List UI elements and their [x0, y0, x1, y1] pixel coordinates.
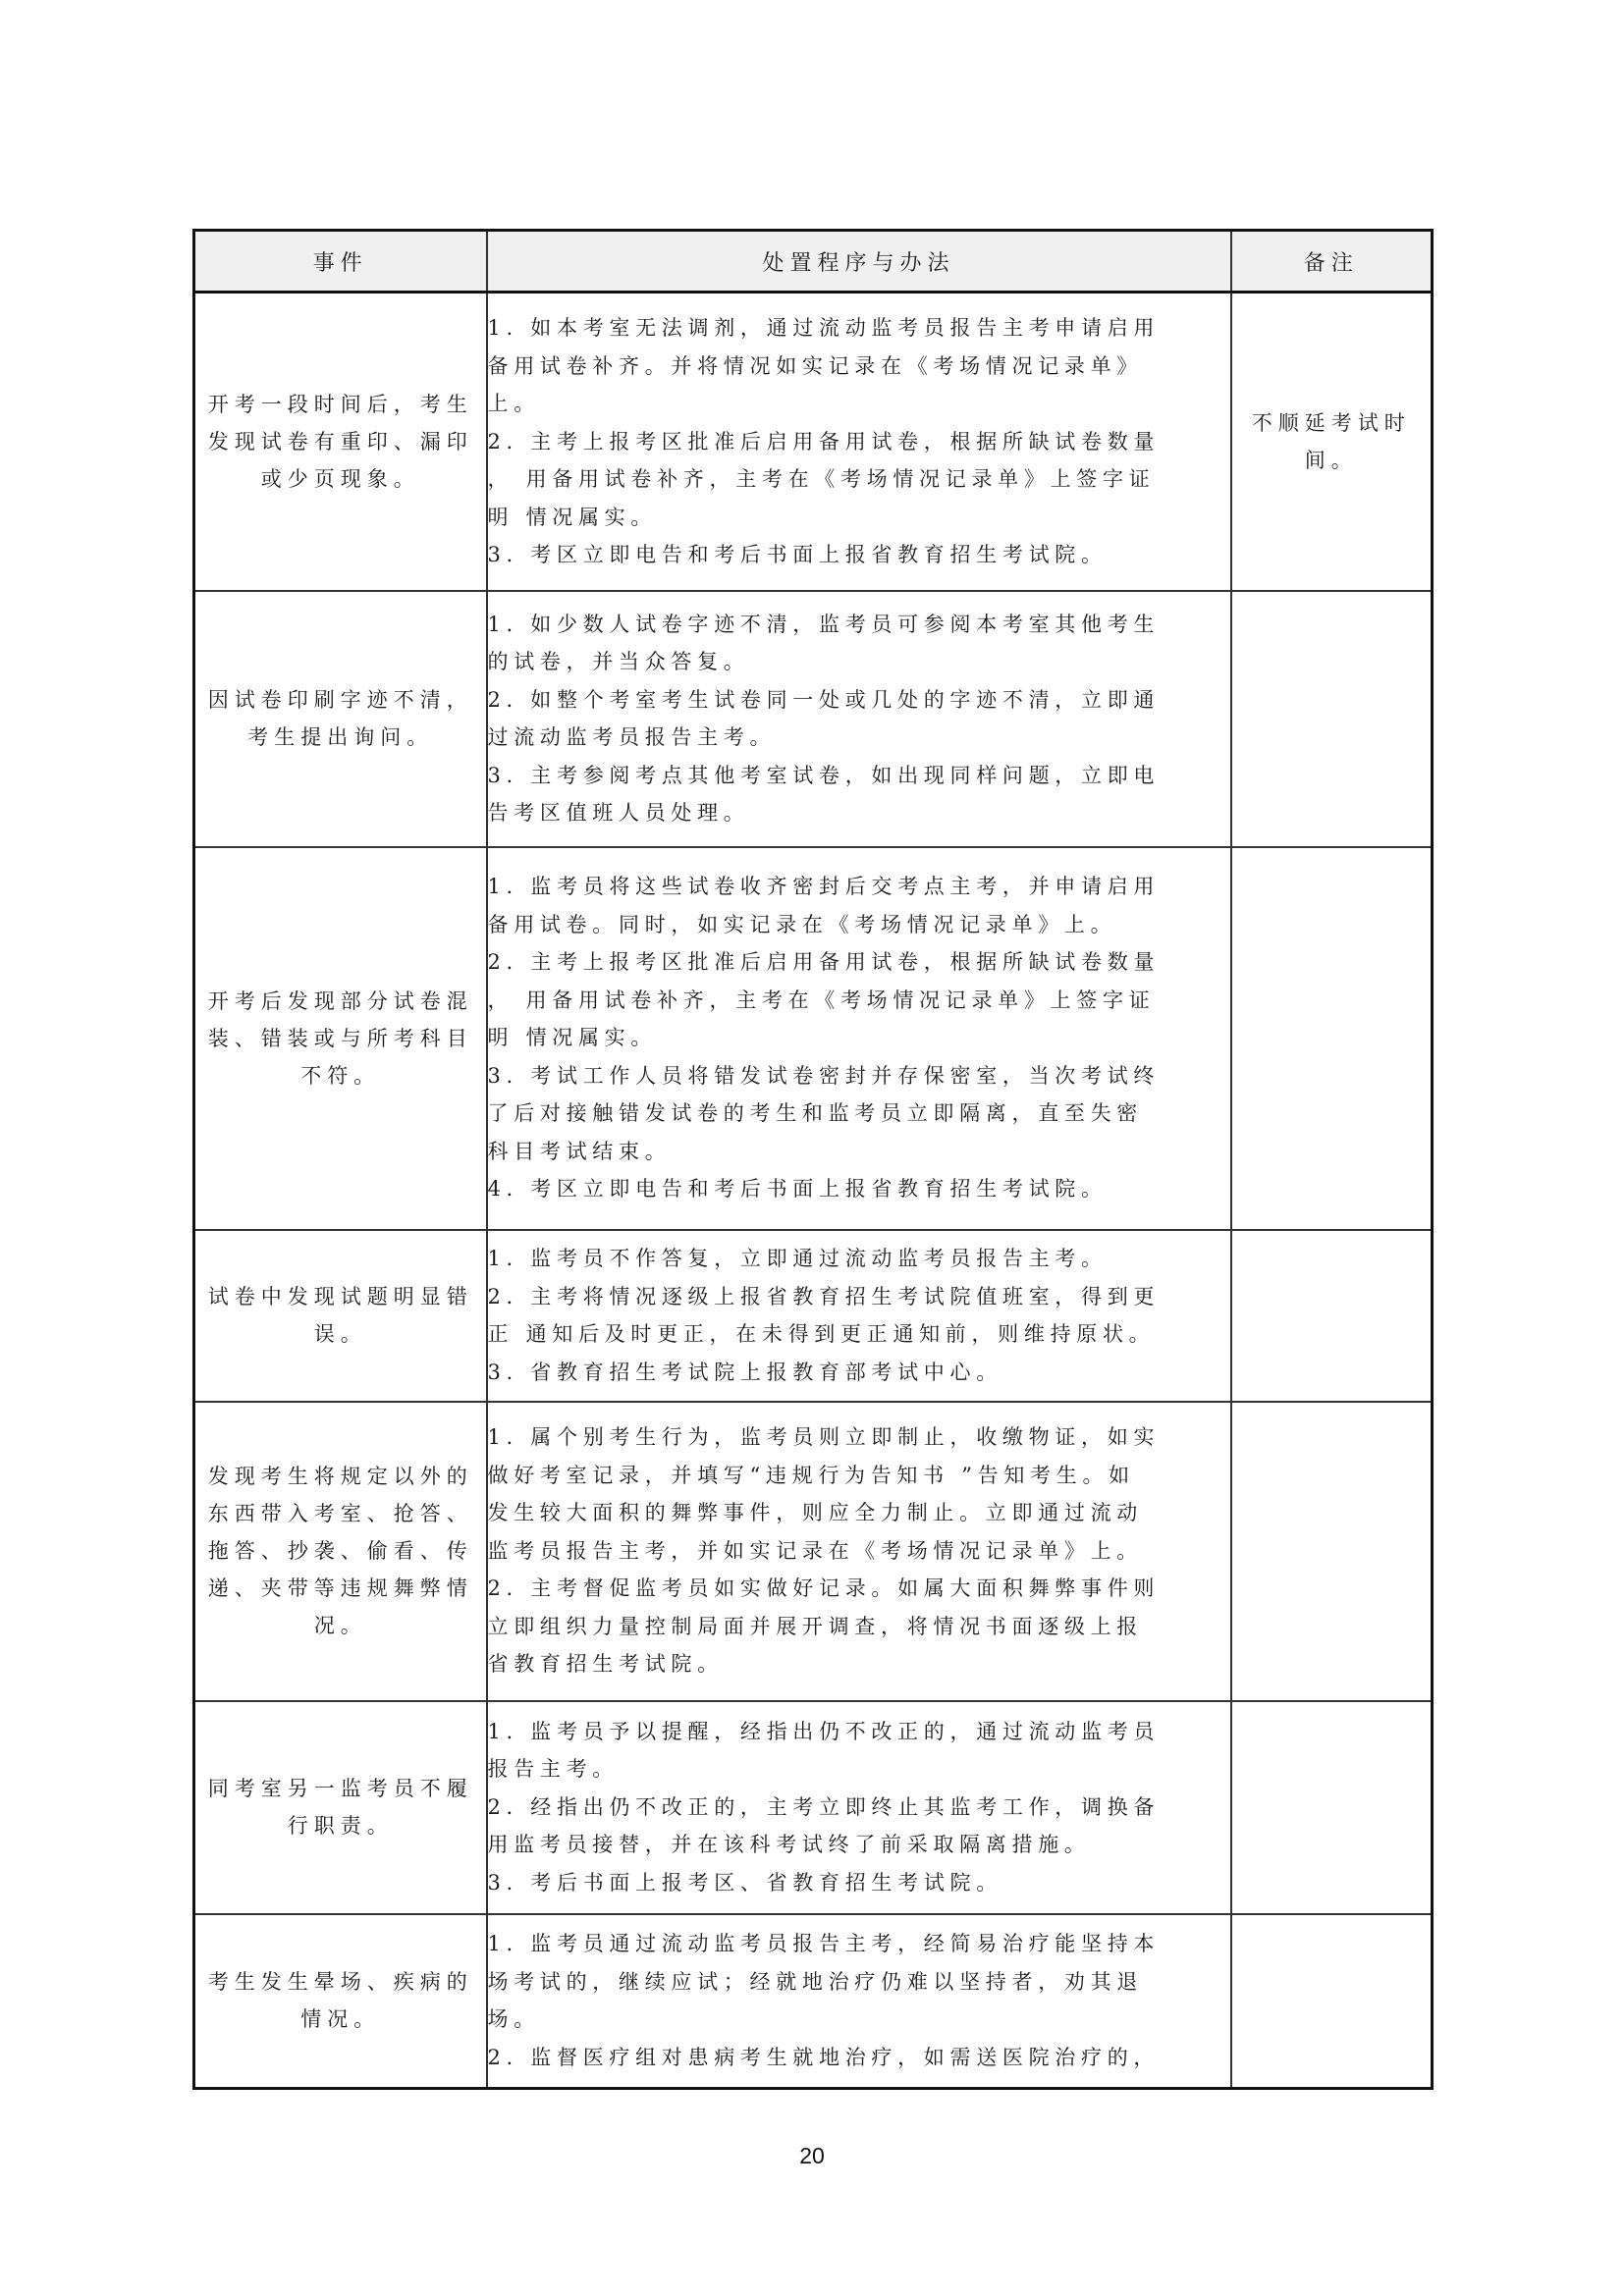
- table-row: [194, 1914, 1433, 2089]
- procedure-line: 省教育招生考试院。: [487, 1652, 724, 1677]
- procedure-line: 1. 监考员不作答复，立即通过流动监考员报告主考。: [487, 1247, 1108, 1270]
- procedure-line: 2. 经指出仍不改正的，主考立即终止其监考工作，调换备: [487, 1794, 1161, 1819]
- page-number: 20: [799, 2143, 825, 2168]
- event-cell: 开考一段时间后，考生发现试卷有重印、漏印或少页现象。: [194, 293, 487, 591]
- procedure-line: 1. 如本考室无法调剂，通过流动监考员报告主考申请启用: [487, 316, 1161, 340]
- procedure-line: 备用试卷补齐。并将情况如实记录在《考场情况记录单》: [487, 353, 1143, 378]
- event-cell: 开考后发现部分试卷混装、错装或与所考科目不符。: [194, 847, 487, 1230]
- table-row: [194, 1230, 1433, 1402]
- table-row: [194, 1701, 1433, 1914]
- procedure-line: 场。: [487, 2007, 540, 2032]
- procedure-line: 3. 主考参阅考点其他考室试卷，如出现同样问题，立即电: [487, 763, 1161, 787]
- table-row: [194, 591, 1433, 847]
- procedure-line: 3. 考区立即电告和考后书面上报省教育招生考试院。: [487, 543, 1108, 566]
- procedure-cell: [487, 1230, 1231, 1402]
- procedure-line: 科目考试结束。: [487, 1139, 672, 1163]
- table-header-row: [194, 231, 1433, 293]
- event-cell: 同考室另一监考员不履行职责。: [194, 1701, 487, 1914]
- note-cell: 不顺延考试时间。: [1231, 293, 1433, 591]
- procedure-line: 3. 考后书面上报考区、省教育招生考试院。: [487, 1870, 1002, 1895]
- procedure-line: 用监考员接替，并在该科考试终了前采取隔离措施。: [487, 1833, 1091, 1857]
- procedure-line: 做好考室记录，并填写“违规行为告知书 ”告知考生。如: [487, 1463, 1135, 1487]
- procedure-line: 2. 主考上报考区批准后启用备用试卷，根据所缺试卷数量: [487, 950, 1161, 975]
- procedure-line: 1. 属个别考生行为，监考员则立即制止，收缴物证，如实: [487, 1425, 1161, 1450]
- procedure-line: 1. 监考员将这些试卷收齐密封后交考点主考，并申请启用: [487, 875, 1161, 899]
- procedure-cell: [487, 293, 1231, 591]
- header-procedure: 处置程序与办法: [487, 231, 1231, 293]
- procedure-line: 了后对接触错发试卷的考生和监考员立即隔离，直至失密: [487, 1101, 1143, 1126]
- event-cell: 发现考生将规定以外的东西带入考室、抢答、拖答、抄袭、偷看、传递、夹带等违规舞弊情况。: [194, 1402, 487, 1701]
- procedure-line: 4. 考区立即电告和考后书面上报省教育招生考试院。: [487, 1177, 1108, 1201]
- procedure-line: 1. 监考员予以提醒，经指出仍不改正的，通过流动监考员: [487, 1719, 1161, 1743]
- procedure-cell: [487, 591, 1231, 847]
- procedure-line: 1. 监考员通过流动监考员报告主考，经简易治疗能坚持本: [487, 1932, 1161, 1956]
- event-cell: 因试卷印刷字迹不清，考生提出询问。: [194, 591, 487, 847]
- header-note: 备注: [1231, 231, 1433, 293]
- note-cell: [1231, 1230, 1433, 1402]
- procedure-line: 上。: [487, 392, 540, 415]
- procedure-line: 告考区值班人员处理。: [487, 801, 750, 825]
- table-row: [194, 293, 1433, 591]
- procedure-line: 场考试的，继续应试；经就地治疗仍难以坚持者，劝其退: [487, 1969, 1143, 1994]
- note-cell: [1231, 847, 1433, 1230]
- event-cell: 试卷中发现试题明显错误。: [194, 1230, 487, 1402]
- note-cell: [1231, 591, 1433, 847]
- note-cell: [1231, 1701, 1433, 1914]
- procedure-line: 报告主考。: [487, 1757, 619, 1782]
- procedure-cell: [487, 1402, 1231, 1701]
- procedure-line: ， 用备用试卷补齐，主考在《考场情况记录单》上签字证: [487, 988, 1156, 1012]
- incident-handling-table: [192, 229, 1434, 2090]
- procedure-line: ， 用备用试卷补齐，主考在《考场情况记录单》上签字证: [487, 467, 1156, 491]
- procedure-cell: [487, 847, 1231, 1230]
- procedure-line: 发生较大面积的舞弊事件，则应全力制止。立即通过流动: [487, 1501, 1143, 1525]
- procedure-line: 明 情况属实。: [487, 1026, 658, 1050]
- procedure-line: 2. 监督医疗组对患病考生就地治疗，如需送医院治疗的，: [487, 2045, 1161, 2069]
- procedure-line: 监考员报告主考，并如实记录在《考场情况记录单》上。: [487, 1538, 1143, 1563]
- procedure-line: 2. 主考督促监考员如实做好记录。如属大面积舞弊事件则: [487, 1576, 1161, 1601]
- table-row: [194, 1402, 1433, 1701]
- procedure-line: 3. 考试工作人员将错发试卷密封并存保密室，当次考试终: [487, 1063, 1161, 1088]
- procedure-cell: [487, 1914, 1231, 2089]
- note-cell: [1231, 1914, 1433, 2089]
- header-event: 事件: [194, 231, 487, 293]
- procedure-line: 正 通知后及时更正，在未得到更正通知前，则维持原状。: [487, 1322, 1156, 1346]
- procedure-line: 备用试卷。同时，如实记录在《考场情况记录单》上。: [487, 912, 1117, 936]
- procedure-line: 2. 如整个考室考生试卷同一处或几处的字迹不清，立即通: [487, 687, 1161, 712]
- procedure-line: 2. 主考将情况逐级上报省教育招生考试院值班室，得到更: [487, 1284, 1161, 1308]
- procedure-line: 过流动监考员报告主考。: [487, 725, 777, 749]
- procedure-line: 1. 如少数人试卷字迹不清，监考员可参阅本考室其他考生: [487, 612, 1161, 636]
- procedure-line: 2. 主考上报考区批准后启用备用试卷，根据所缺试卷数量: [487, 429, 1161, 454]
- procedure-line: 3. 省教育招生考试院上报教育部考试中心。: [487, 1360, 1002, 1384]
- procedure-cell: [487, 1701, 1231, 1914]
- note-cell: [1231, 1402, 1433, 1701]
- event-cell: 考生发生晕场、疾病的情况。: [194, 1914, 487, 2089]
- procedure-line: 的试卷，并当众答复。: [487, 650, 750, 673]
- table-row: [194, 847, 1433, 1230]
- procedure-line: 立即组织力量控制局面并展开调查，将情况书面逐级上报: [487, 1614, 1143, 1638]
- procedure-line: 明 情况属实。: [487, 505, 658, 529]
